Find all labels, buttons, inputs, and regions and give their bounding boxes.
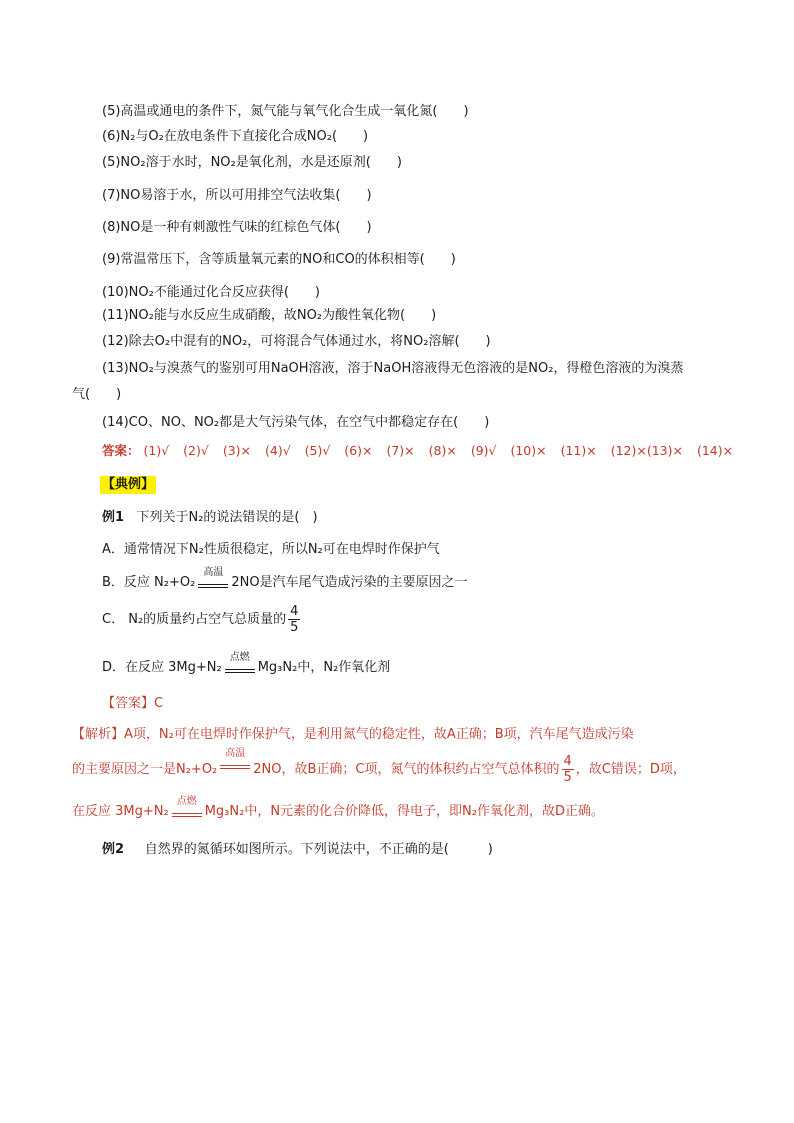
answer-item: (12)×(13)× xyxy=(610,443,683,458)
reaction-arrow xyxy=(196,567,230,593)
analysis-line xyxy=(72,796,604,822)
analysis-label: 【解析】 xyxy=(72,727,125,742)
judgment-item: (13)NO₂与溴蒸气的鉴别可用NaOH溶液，溶于NaOH溶液得无色溶液的是NO₂，得橙色溶液的为溴蒸 xyxy=(102,361,684,376)
analysis-text: Mg₃N₂中，N元素的化合价降低，得电子，即N₂作氧化剂，故D正确。 xyxy=(204,804,604,819)
example1-answer: 【答案】C xyxy=(102,696,164,711)
analysis-text: 2NO，故B正确；C项，氮气的体积约占空气总体积的 xyxy=(253,762,560,777)
reaction-condition: 点燃 xyxy=(229,652,250,663)
example1-question xyxy=(102,508,318,528)
answer-item: (2)√ xyxy=(183,443,209,458)
fraction xyxy=(288,604,300,635)
option-c-text: C． N₂的质量约占空气总质量的 xyxy=(102,612,287,627)
reaction-condition: 高温 xyxy=(225,748,246,759)
example2-label: 例2 xyxy=(102,842,125,857)
example1-label: 例1 xyxy=(102,510,125,525)
option-a: A．通常情况下N₂性质很稳定，所以N₂可在电焊时作保护气 xyxy=(102,542,440,557)
answer-item: (7)× xyxy=(386,443,415,458)
analysis-text: 的主要原因之一是N₂+O₂ xyxy=(72,762,218,777)
analysis-text: A项，N₂可在电焊时作保护气，是利用氮气的稳定性，故A正确；B项，汽车尾气造成污染 xyxy=(124,727,634,742)
reaction-condition: 点燃 xyxy=(176,796,197,807)
option-b-text: B．反应 N₂+O₂ xyxy=(102,575,196,590)
judgment-item: (14)CO、NO、NO₂都是大气污染气体，在空气中都稳定存在( ) xyxy=(102,415,490,430)
judgment-item: (7)NO易溶于水，所以可用排空气法收集( ) xyxy=(102,188,372,203)
answer-item: (9)√ xyxy=(470,443,497,458)
example2-question xyxy=(102,840,493,860)
answer-item: (10)× xyxy=(510,443,547,458)
answer-item: (4)√ xyxy=(264,443,291,458)
option-b xyxy=(102,567,468,593)
reaction-condition: 高温 xyxy=(203,567,224,578)
option-b-text: 2NO是汽车尾气造成污染的主要原因之一 xyxy=(231,575,468,590)
fraction-denominator: 5 xyxy=(563,770,572,785)
answer-label: 答案： xyxy=(102,443,140,458)
reaction-arrow xyxy=(223,652,257,678)
option-d xyxy=(102,652,391,678)
fraction xyxy=(562,754,574,785)
fraction-numerator: 4 xyxy=(563,754,572,769)
answer-item: (3)× xyxy=(222,443,251,458)
analysis-text: ，故C错误；D项， xyxy=(575,762,686,777)
judgment-item: (8)NO是一种有刺激性气味的红棕色气体( ) xyxy=(102,220,372,235)
judgment-item: (6)N₂与O₂在放电条件下直接化合成NO₂( ) xyxy=(102,129,369,144)
judgment-item: (5)NO₂溶于水时，NO₂是氧化剂，水是还原剂( ) xyxy=(102,155,402,170)
option-c xyxy=(102,604,302,635)
answer-item: (6)× xyxy=(344,443,373,458)
judgment-item: 气( ) xyxy=(72,387,122,402)
example1-stem: 下列关于N₂的说法错误的是( ) xyxy=(136,510,318,525)
answer-item: (11)× xyxy=(560,443,597,458)
analysis-line xyxy=(72,725,634,745)
judgment-item: (5)高温或通电的条件下，氮气能与氧气化合生成一氧化氮( ) xyxy=(102,104,469,119)
judgment-item: (10)NO₂不能通过化合反应获得( ) xyxy=(102,285,320,300)
option-d-text: Mg₃N₂中，N₂作氧化剂 xyxy=(257,660,391,675)
answer-item: (8)× xyxy=(428,443,457,458)
reaction-arrow xyxy=(218,748,252,774)
example2-stem: 自然界的氮循环如图所示。下列说法中，不正确的是( ) xyxy=(144,842,493,857)
answer-list xyxy=(102,441,743,461)
analysis-line xyxy=(72,748,686,785)
answer-item: (1)√ xyxy=(143,443,170,458)
fraction-numerator: 4 xyxy=(290,604,299,619)
judgment-item: (9)常温常压下，含等质量氧元素的NO和CO的体积相等( ) xyxy=(102,252,456,267)
judgment-item: (11)NO₂能与水反应生成硝酸，故NO₂为酸性氧化物( ) xyxy=(102,308,437,323)
judgment-item: (12)除去O₂中混有的NO₂，可将混合气体通过水，将NO₂溶解( ) xyxy=(102,334,491,349)
fraction-denominator: 5 xyxy=(290,620,299,635)
analysis-text: 在反应 3Mg+N₂ xyxy=(72,804,169,819)
answer-item: (5)√ xyxy=(304,443,331,458)
option-d-text: D．在反应 3Mg+N₂ xyxy=(102,660,222,675)
section-tag: 【典例】 xyxy=(102,477,155,492)
reaction-arrow xyxy=(170,796,204,822)
answer-item: (14)× xyxy=(696,443,734,458)
